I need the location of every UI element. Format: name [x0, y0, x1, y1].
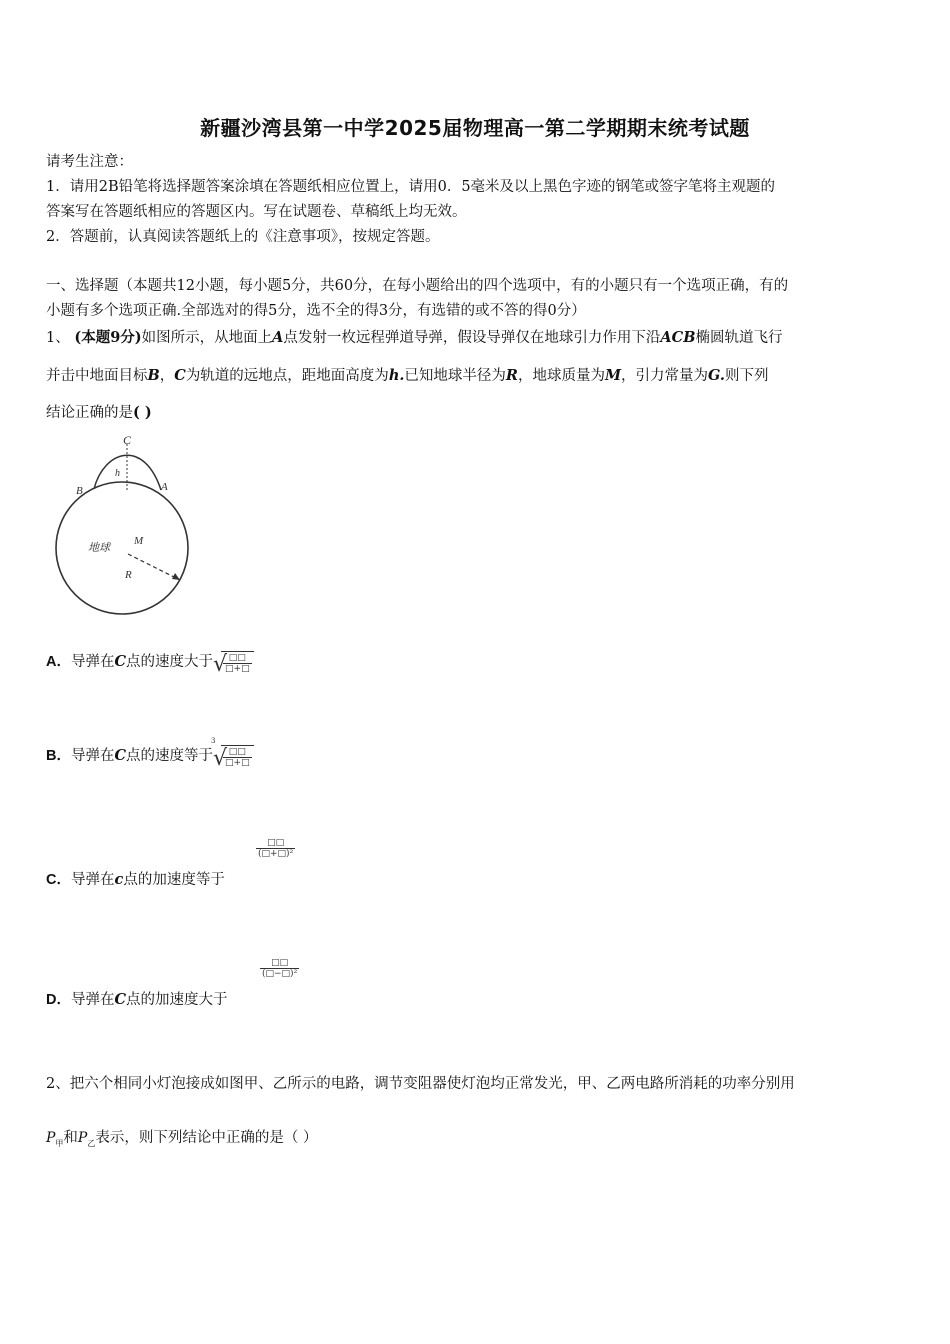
option-c[interactable]: C．导弹在c点的加速度等于	[46, 871, 225, 888]
question-1-line-3: 结论正确的是( )	[46, 404, 152, 421]
question-number: 1、	[46, 330, 70, 346]
option-d[interactable]: D．导弹在C点的加速度大于	[46, 991, 228, 1008]
option-b[interactable]: B．导弹在C点的速度等于 3 √ $\frac{□□}{□+□}$	[46, 744, 254, 768]
formula-d: $\frac{□□}{\text{(□−□)²}}$	[262, 958, 298, 979]
label-b: B	[76, 485, 83, 497]
label-c: C	[123, 433, 132, 447]
earth-circle	[56, 482, 188, 614]
power-symbol-yi: $P_乙$	[77, 1130, 96, 1148]
label-earth: 地球	[88, 541, 110, 554]
power-symbol-jia: $P_甲$	[46, 1130, 64, 1148]
notice-heading: 请考生注意：	[46, 154, 133, 170]
question-1-line-2: 并击中地面目标B，C为轨道的远地点，距地面高度为h.已知地球半径为R，地球质量为M，引力常量为G.则下列	[46, 367, 769, 384]
section-instructions-1: 一、选择题（本题共12小题，每小题5分，共60分，在每小题给出的四个选项中，有的小题只有一个选项正确，有的	[46, 278, 789, 294]
notice-item-1b: 答案写在答题纸相应的答题区内。写在试题卷、草稿纸上均无效。	[46, 204, 467, 220]
section-instructions-2: 小题有多个选项正确.全部选对的得5分，选不全的得3分，有选错的或不答的得0分）	[46, 303, 586, 319]
label-h: h	[115, 468, 120, 479]
question-2-line-1: 2、把六个相同小灯泡接成如图甲、乙所示的电路，调节变阻器使灯泡均正常发光，甲、乙两电路所消耗的功率分别用	[46, 1076, 795, 1092]
missile-orbit-figure	[44, 430, 204, 625]
formula-cube-root: 3 √ $\frac{□□}{□+□}$	[213, 745, 254, 768]
radius-arrow	[128, 554, 180, 580]
notice-item-2: 2．答题前，认真阅读答题纸上的《注意事项》，按规定答题。	[46, 229, 440, 245]
notice-item-1a: 1．请用2B铅笔将选择题答案涂填在答题纸相应位置上，请用0．5毫米及以上黑色字迹的钢笔或签字笔将主观题的	[46, 179, 776, 195]
page-title: 新疆沙湾县第一中学2025届物理高一第二学期期末统考试题	[200, 116, 750, 140]
label-a: A	[161, 481, 168, 493]
question-1-line-1: 1、 (本题9分)如图所示，从地面上A点发射一枚远程弹道导弹，假设导弹仅在地球引力作用下沿ACB椭圆轨道飞行	[46, 329, 783, 346]
label-r: R	[125, 569, 132, 581]
label-m: M	[134, 535, 144, 547]
question-2-line-2: $P_甲$和$P_乙$表示，则下列结论中正确的是（ ）	[46, 1130, 318, 1148]
option-a[interactable]: A．导弹在C点的速度大于 √ $\frac{□□}{□+□}$	[46, 650, 254, 674]
formula-c: $\frac{□□}{\text{(□+□)²}}$	[258, 838, 294, 859]
question-score: (本题9分)	[74, 329, 142, 346]
formula-sqrt: √ $\frac{□□}{□+□}$	[213, 651, 254, 674]
